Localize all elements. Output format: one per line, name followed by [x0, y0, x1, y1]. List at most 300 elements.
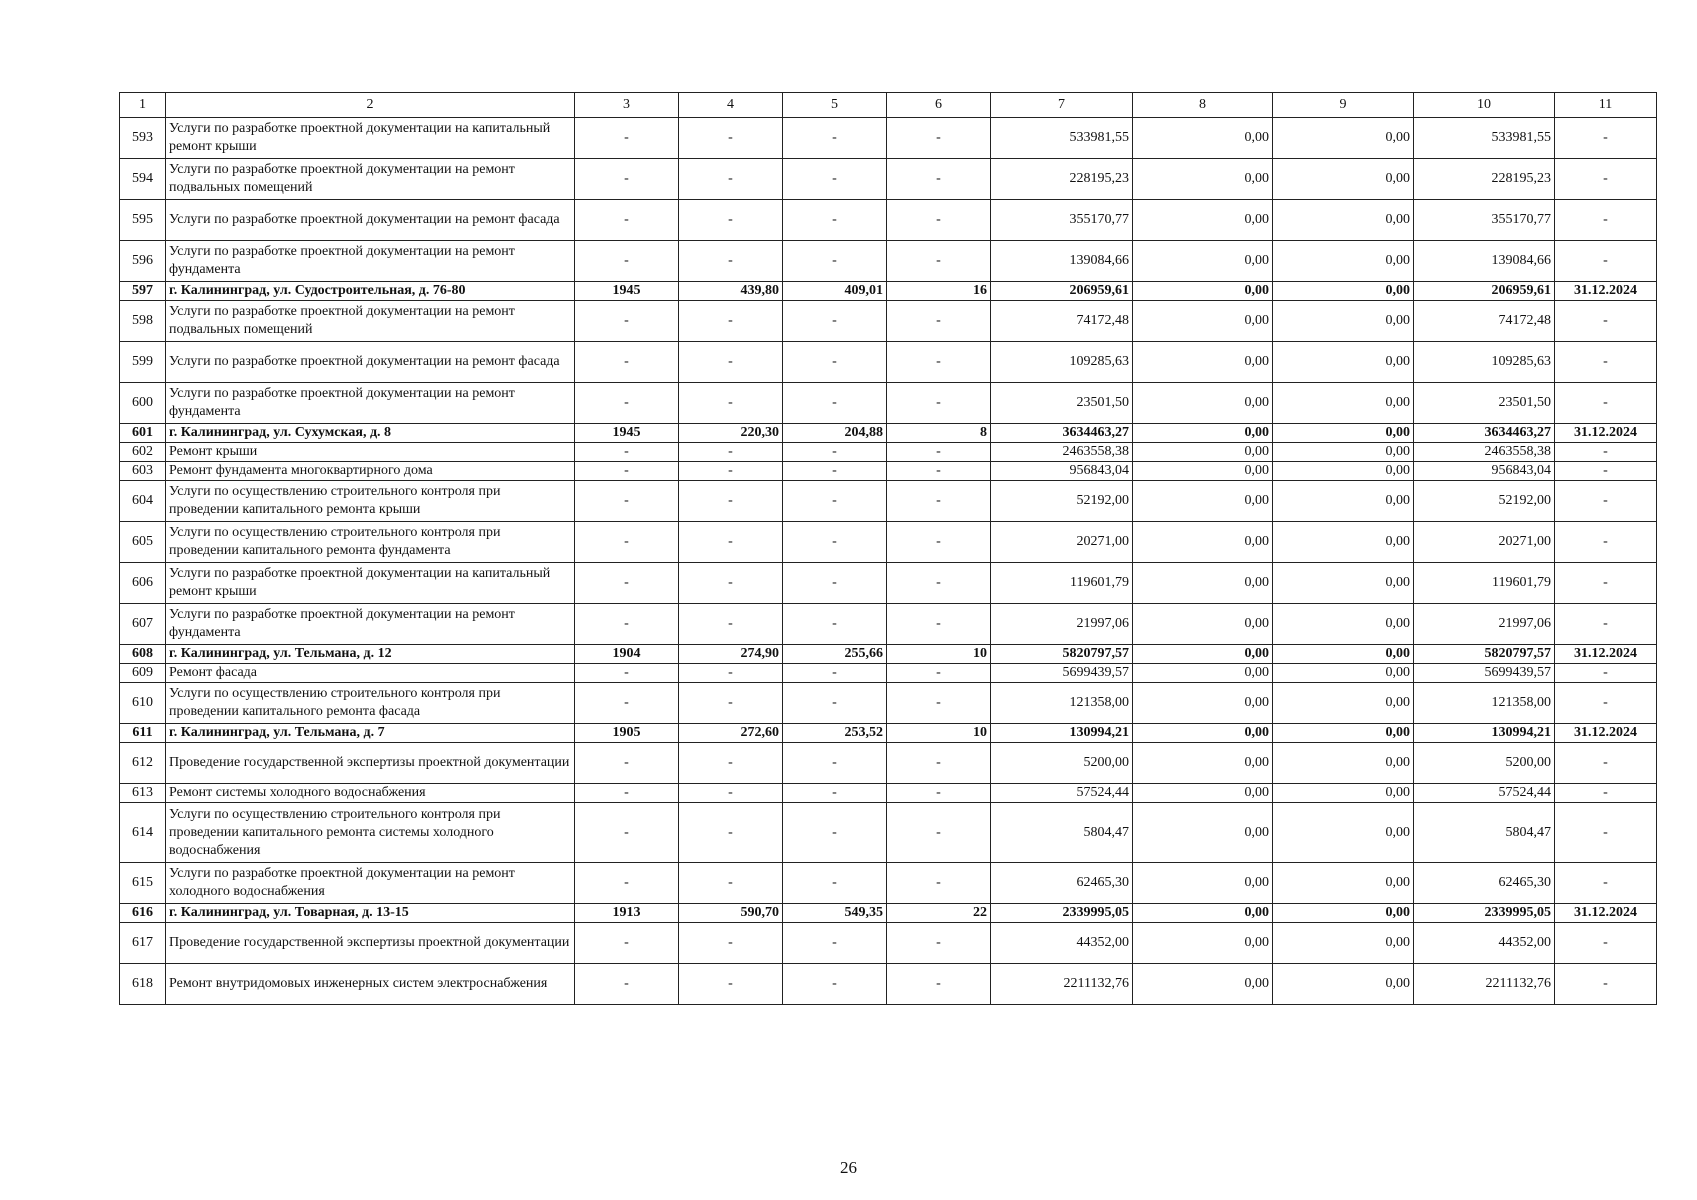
row-description: Ремонт внутридомовых инженерных систем электроснабжения: [166, 964, 575, 1005]
table-row: [120, 863, 1657, 904]
col-11-value: -: [1555, 743, 1657, 784]
header-cell: 11: [1555, 93, 1657, 118]
table-row: [120, 743, 1657, 784]
col-6-value: -: [887, 159, 991, 200]
col-8-value: 0,00: [1133, 481, 1273, 522]
col-5-value: -: [783, 563, 887, 604]
table-row: [120, 522, 1657, 563]
address-row: [120, 282, 1657, 301]
row-description: Услуги по осуществлению строительного контроля при проведении капитального ремонта фундамента: [166, 522, 575, 563]
col-6-value: -: [887, 383, 991, 424]
col-9-value: 0,00: [1273, 522, 1414, 563]
col-11-value: -: [1555, 118, 1657, 159]
col-7-value: 130994,21: [991, 724, 1133, 743]
col-9-value: 0,00: [1273, 282, 1414, 301]
col-11-value: 31.12.2024: [1555, 724, 1657, 743]
col-3-value: -: [575, 803, 679, 863]
header-cell: 4: [679, 93, 783, 118]
row-description: г. Калининград, ул. Товарная, д. 13-15: [166, 904, 575, 923]
col-3-value: -: [575, 159, 679, 200]
col-6-value: -: [887, 200, 991, 241]
row-number: 600: [120, 383, 166, 424]
col-10-value: 119601,79: [1414, 563, 1555, 604]
col-8-value: 0,00: [1133, 424, 1273, 443]
col-5-value: -: [783, 462, 887, 481]
col-9-value: 0,00: [1273, 604, 1414, 645]
col-9-value: 0,00: [1273, 481, 1414, 522]
col-6-value: -: [887, 342, 991, 383]
col-10-value: 2211132,76: [1414, 964, 1555, 1005]
col-11-value: -: [1555, 683, 1657, 724]
address-row: [120, 904, 1657, 923]
col-4-value: -: [679, 383, 783, 424]
col-8-value: 0,00: [1133, 282, 1273, 301]
row-description: г. Калининград, ул. Тельмана, д. 12: [166, 645, 575, 664]
col-8-value: 0,00: [1133, 342, 1273, 383]
col-10-value: 109285,63: [1414, 342, 1555, 383]
row-description: Проведение государственной экспертизы проектной документации: [166, 923, 575, 964]
col-9-value: 0,00: [1273, 664, 1414, 683]
col-11-value: -: [1555, 200, 1657, 241]
col-8-value: 0,00: [1133, 784, 1273, 803]
row-description: Услуги по разработке проектной документации на ремонт фундамента: [166, 241, 575, 282]
col-4-value: -: [679, 604, 783, 645]
row-description: г. Калининград, ул. Судостроительная, д. 76-80: [166, 282, 575, 301]
col-10-value: 139084,66: [1414, 241, 1555, 282]
col-10-value: 21997,06: [1414, 604, 1555, 645]
col-8-value: 0,00: [1133, 522, 1273, 563]
col-11-value: -: [1555, 863, 1657, 904]
row-number: 595: [120, 200, 166, 241]
col-4-value: 274,90: [679, 645, 783, 664]
col-10-value: 57524,44: [1414, 784, 1555, 803]
col-3-value: -: [575, 604, 679, 645]
col-6-value: -: [887, 784, 991, 803]
col-3-value: 1913: [575, 904, 679, 923]
row-number: 618: [120, 964, 166, 1005]
col-9-value: 0,00: [1273, 803, 1414, 863]
col-5-value: -: [783, 522, 887, 563]
col-10-value: 52192,00: [1414, 481, 1555, 522]
col-11-value: -: [1555, 301, 1657, 342]
col-11-value: -: [1555, 481, 1657, 522]
row-number: 601: [120, 424, 166, 443]
col-11-value: 31.12.2024: [1555, 282, 1657, 301]
col-7-value: 109285,63: [991, 342, 1133, 383]
row-number: 593: [120, 118, 166, 159]
col-5-value: -: [783, 159, 887, 200]
col-3-value: -: [575, 563, 679, 604]
col-6-value: -: [887, 563, 991, 604]
col-3-value: -: [575, 301, 679, 342]
col-3-value: -: [575, 443, 679, 462]
col-5-value: 549,35: [783, 904, 887, 923]
col-8-value: 0,00: [1133, 964, 1273, 1005]
col-5-value: 253,52: [783, 724, 887, 743]
row-description: Проведение государственной экспертизы проектной документации: [166, 743, 575, 784]
table-row: [120, 604, 1657, 645]
row-number: 594: [120, 159, 166, 200]
col-11-value: -: [1555, 784, 1657, 803]
col-3-value: -: [575, 462, 679, 481]
col-3-value: -: [575, 964, 679, 1005]
col-9-value: 0,00: [1273, 301, 1414, 342]
col-5-value: 255,66: [783, 645, 887, 664]
col-7-value: 57524,44: [991, 784, 1133, 803]
col-4-value: -: [679, 443, 783, 462]
col-11-value: 31.12.2024: [1555, 904, 1657, 923]
col-5-value: -: [783, 604, 887, 645]
address-row: [120, 645, 1657, 664]
row-description: Услуги по разработке проектной документации на ремонт фасада: [166, 200, 575, 241]
table-row: [120, 964, 1657, 1005]
col-11-value: 31.12.2024: [1555, 424, 1657, 443]
col-3-value: -: [575, 664, 679, 683]
col-10-value: 228195,23: [1414, 159, 1555, 200]
row-number: 609: [120, 664, 166, 683]
col-10-value: 5804,47: [1414, 803, 1555, 863]
col-4-value: -: [679, 342, 783, 383]
col-10-value: 44352,00: [1414, 923, 1555, 964]
row-description: Ремонт крыши: [166, 443, 575, 462]
col-6-value: -: [887, 481, 991, 522]
col-6-value: 10: [887, 645, 991, 664]
col-5-value: -: [783, 683, 887, 724]
col-4-value: -: [679, 118, 783, 159]
col-5-value: -: [783, 342, 887, 383]
col-6-value: -: [887, 664, 991, 683]
address-row: [120, 724, 1657, 743]
col-6-value: -: [887, 522, 991, 563]
row-description: Услуги по осуществлению строительного контроля при проведении капитального ремонта крыши: [166, 481, 575, 522]
col-9-value: 0,00: [1273, 462, 1414, 481]
row-number: 607: [120, 604, 166, 645]
col-9-value: 0,00: [1273, 241, 1414, 282]
col-11-value: -: [1555, 241, 1657, 282]
row-number: 598: [120, 301, 166, 342]
col-6-value: -: [887, 923, 991, 964]
header-cell: 5: [783, 93, 887, 118]
col-10-value: 20271,00: [1414, 522, 1555, 563]
col-3-value: 1945: [575, 282, 679, 301]
col-10-value: 2463558,38: [1414, 443, 1555, 462]
row-number: 606: [120, 563, 166, 604]
col-3-value: -: [575, 784, 679, 803]
col-6-value: -: [887, 443, 991, 462]
col-10-value: 62465,30: [1414, 863, 1555, 904]
table-header-row: [120, 93, 1657, 118]
col-10-value: 206959,61: [1414, 282, 1555, 301]
col-9-value: 0,00: [1273, 443, 1414, 462]
col-11-value: -: [1555, 383, 1657, 424]
col-8-value: 0,00: [1133, 159, 1273, 200]
col-11-value: -: [1555, 803, 1657, 863]
header-cell: 2: [166, 93, 575, 118]
col-6-value: -: [887, 118, 991, 159]
col-5-value: -: [783, 863, 887, 904]
col-6-value: 8: [887, 424, 991, 443]
col-3-value: 1905: [575, 724, 679, 743]
row-description: Ремонт фасада: [166, 664, 575, 683]
col-9-value: 0,00: [1273, 904, 1414, 923]
col-4-value: -: [679, 664, 783, 683]
col-6-value: -: [887, 803, 991, 863]
col-7-value: 62465,30: [991, 863, 1133, 904]
col-3-value: -: [575, 863, 679, 904]
col-3-value: -: [575, 383, 679, 424]
table-row: [120, 481, 1657, 522]
col-5-value: -: [783, 241, 887, 282]
col-10-value: 74172,48: [1414, 301, 1555, 342]
row-number: 596: [120, 241, 166, 282]
col-9-value: 0,00: [1273, 159, 1414, 200]
row-description: Услуги по разработке проектной документации на ремонт фасада: [166, 342, 575, 383]
col-7-value: 355170,77: [991, 200, 1133, 241]
header-cell: 9: [1273, 93, 1414, 118]
col-4-value: -: [679, 159, 783, 200]
row-number: 597: [120, 282, 166, 301]
table-row: [120, 200, 1657, 241]
col-3-value: 1904: [575, 645, 679, 664]
header-cell: 1: [120, 93, 166, 118]
col-11-value: -: [1555, 964, 1657, 1005]
col-6-value: -: [887, 964, 991, 1005]
row-number: 602: [120, 443, 166, 462]
col-5-value: -: [783, 743, 887, 784]
row-number: 603: [120, 462, 166, 481]
row-description: г. Калининград, ул. Сухумская, д. 8: [166, 424, 575, 443]
col-11-value: -: [1555, 604, 1657, 645]
col-7-value: 121358,00: [991, 683, 1133, 724]
table-row: [120, 664, 1657, 683]
col-4-value: -: [679, 301, 783, 342]
row-number: 605: [120, 522, 166, 563]
col-3-value: -: [575, 923, 679, 964]
col-7-value: 533981,55: [991, 118, 1133, 159]
col-4-value: 439,80: [679, 282, 783, 301]
table-row: [120, 443, 1657, 462]
row-number: 613: [120, 784, 166, 803]
col-3-value: -: [575, 743, 679, 784]
col-10-value: 5699439,57: [1414, 664, 1555, 683]
col-4-value: -: [679, 803, 783, 863]
page-number: 26: [840, 1158, 857, 1177]
row-description: Услуги по осуществлению строительного контроля при проведении капитального ремонта системы холодного водоснабжения: [166, 803, 575, 863]
row-number: 599: [120, 342, 166, 383]
row-description: Услуги по разработке проектной документации на капитальный ремонт крыши: [166, 118, 575, 159]
col-7-value: 21997,06: [991, 604, 1133, 645]
table-body: [120, 93, 1657, 1005]
col-7-value: 20271,00: [991, 522, 1133, 563]
row-number: 615: [120, 863, 166, 904]
col-5-value: 204,88: [783, 424, 887, 443]
col-7-value: 5804,47: [991, 803, 1133, 863]
col-4-value: 272,60: [679, 724, 783, 743]
col-11-value: -: [1555, 664, 1657, 683]
col-4-value: -: [679, 462, 783, 481]
col-8-value: 0,00: [1133, 904, 1273, 923]
col-3-value: -: [575, 118, 679, 159]
header-cell: 8: [1133, 93, 1273, 118]
col-10-value: 355170,77: [1414, 200, 1555, 241]
table-row: [120, 241, 1657, 282]
col-6-value: -: [887, 241, 991, 282]
col-4-value: -: [679, 923, 783, 964]
row-number: 611: [120, 724, 166, 743]
col-8-value: 0,00: [1133, 743, 1273, 784]
col-8-value: 0,00: [1133, 241, 1273, 282]
col-5-value: -: [783, 803, 887, 863]
table-row: [120, 342, 1657, 383]
col-10-value: 130994,21: [1414, 724, 1555, 743]
col-9-value: 0,00: [1273, 724, 1414, 743]
col-4-value: 220,30: [679, 424, 783, 443]
col-9-value: 0,00: [1273, 743, 1414, 784]
table-row: [120, 784, 1657, 803]
col-4-value: -: [679, 784, 783, 803]
row-description: Услуги по разработке проектной документации на ремонт фундамента: [166, 604, 575, 645]
col-6-value: 10: [887, 724, 991, 743]
col-8-value: 0,00: [1133, 563, 1273, 604]
col-7-value: 228195,23: [991, 159, 1133, 200]
col-3-value: -: [575, 342, 679, 383]
col-5-value: -: [783, 784, 887, 803]
row-number: 604: [120, 481, 166, 522]
col-9-value: 0,00: [1273, 964, 1414, 1005]
col-9-value: 0,00: [1273, 923, 1414, 964]
col-5-value: -: [783, 443, 887, 462]
col-8-value: 0,00: [1133, 301, 1273, 342]
col-7-value: 139084,66: [991, 241, 1133, 282]
col-8-value: 0,00: [1133, 118, 1273, 159]
row-description: Услуги по разработке проектной документации на ремонт фундамента: [166, 383, 575, 424]
col-5-value: -: [783, 664, 887, 683]
col-6-value: -: [887, 743, 991, 784]
col-9-value: 0,00: [1273, 784, 1414, 803]
col-5-value: -: [783, 118, 887, 159]
col-11-value: -: [1555, 563, 1657, 604]
col-6-value: -: [887, 301, 991, 342]
row-description: Ремонт системы холодного водоснабжения: [166, 784, 575, 803]
row-number: 608: [120, 645, 166, 664]
col-11-value: -: [1555, 522, 1657, 563]
col-9-value: 0,00: [1273, 383, 1414, 424]
col-7-value: 956843,04: [991, 462, 1133, 481]
col-6-value: -: [887, 604, 991, 645]
col-9-value: 0,00: [1273, 118, 1414, 159]
col-5-value: -: [783, 200, 887, 241]
col-7-value: 44352,00: [991, 923, 1133, 964]
col-7-value: 2463558,38: [991, 443, 1133, 462]
col-4-value: -: [679, 863, 783, 904]
header-cell: 7: [991, 93, 1133, 118]
budget-table: [119, 92, 1657, 1005]
col-4-value: 590,70: [679, 904, 783, 923]
col-10-value: 5820797,57: [1414, 645, 1555, 664]
col-5-value: -: [783, 301, 887, 342]
row-number: 617: [120, 923, 166, 964]
col-5-value: -: [783, 923, 887, 964]
row-number: 610: [120, 683, 166, 724]
row-description: Услуги по осуществлению строительного контроля при проведении капитального ремонта фасада: [166, 683, 575, 724]
col-3-value: -: [575, 522, 679, 563]
col-10-value: 121358,00: [1414, 683, 1555, 724]
col-4-value: -: [679, 964, 783, 1005]
col-4-value: -: [679, 683, 783, 724]
table-row: [120, 301, 1657, 342]
table-row: [120, 923, 1657, 964]
col-8-value: 0,00: [1133, 443, 1273, 462]
col-7-value: 52192,00: [991, 481, 1133, 522]
col-7-value: 23501,50: [991, 383, 1133, 424]
col-11-value: -: [1555, 443, 1657, 462]
col-8-value: 0,00: [1133, 803, 1273, 863]
col-3-value: 1945: [575, 424, 679, 443]
table-row: [120, 383, 1657, 424]
col-11-value: -: [1555, 342, 1657, 383]
row-description: Ремонт фундамента многоквартирного дома: [166, 462, 575, 481]
col-4-value: -: [679, 200, 783, 241]
col-10-value: 5200,00: [1414, 743, 1555, 784]
col-10-value: 2339995,05: [1414, 904, 1555, 923]
table-row: [120, 118, 1657, 159]
col-9-value: 0,00: [1273, 683, 1414, 724]
col-3-value: -: [575, 241, 679, 282]
col-5-value: -: [783, 383, 887, 424]
col-8-value: 0,00: [1133, 863, 1273, 904]
col-8-value: 0,00: [1133, 664, 1273, 683]
col-5-value: -: [783, 964, 887, 1005]
col-10-value: 956843,04: [1414, 462, 1555, 481]
col-8-value: 0,00: [1133, 923, 1273, 964]
col-3-value: -: [575, 481, 679, 522]
col-8-value: 0,00: [1133, 200, 1273, 241]
col-8-value: 0,00: [1133, 645, 1273, 664]
col-3-value: -: [575, 200, 679, 241]
table-row: [120, 462, 1657, 481]
col-7-value: 74172,48: [991, 301, 1133, 342]
col-7-value: 5200,00: [991, 743, 1133, 784]
col-11-value: -: [1555, 923, 1657, 964]
col-3-value: -: [575, 683, 679, 724]
col-10-value: 23501,50: [1414, 383, 1555, 424]
header-cell: 6: [887, 93, 991, 118]
row-number: 616: [120, 904, 166, 923]
col-11-value: -: [1555, 159, 1657, 200]
col-8-value: 0,00: [1133, 462, 1273, 481]
row-number: 614: [120, 803, 166, 863]
col-4-value: -: [679, 743, 783, 784]
col-8-value: 0,00: [1133, 724, 1273, 743]
col-4-value: -: [679, 241, 783, 282]
col-4-value: -: [679, 563, 783, 604]
col-7-value: 5699439,57: [991, 664, 1133, 683]
col-4-value: -: [679, 522, 783, 563]
col-9-value: 0,00: [1273, 342, 1414, 383]
table-row: [120, 803, 1657, 863]
col-5-value: -: [783, 481, 887, 522]
table-row: [120, 563, 1657, 604]
col-8-value: 0,00: [1133, 683, 1273, 724]
col-10-value: 533981,55: [1414, 118, 1555, 159]
col-9-value: 0,00: [1273, 863, 1414, 904]
col-7-value: 206959,61: [991, 282, 1133, 301]
table-row: [120, 159, 1657, 200]
col-9-value: 0,00: [1273, 563, 1414, 604]
col-11-value: 31.12.2024: [1555, 645, 1657, 664]
col-7-value: 2211132,76: [991, 964, 1133, 1005]
row-description: Услуги по разработке проектной документации на ремонт холодного водоснабжения: [166, 863, 575, 904]
